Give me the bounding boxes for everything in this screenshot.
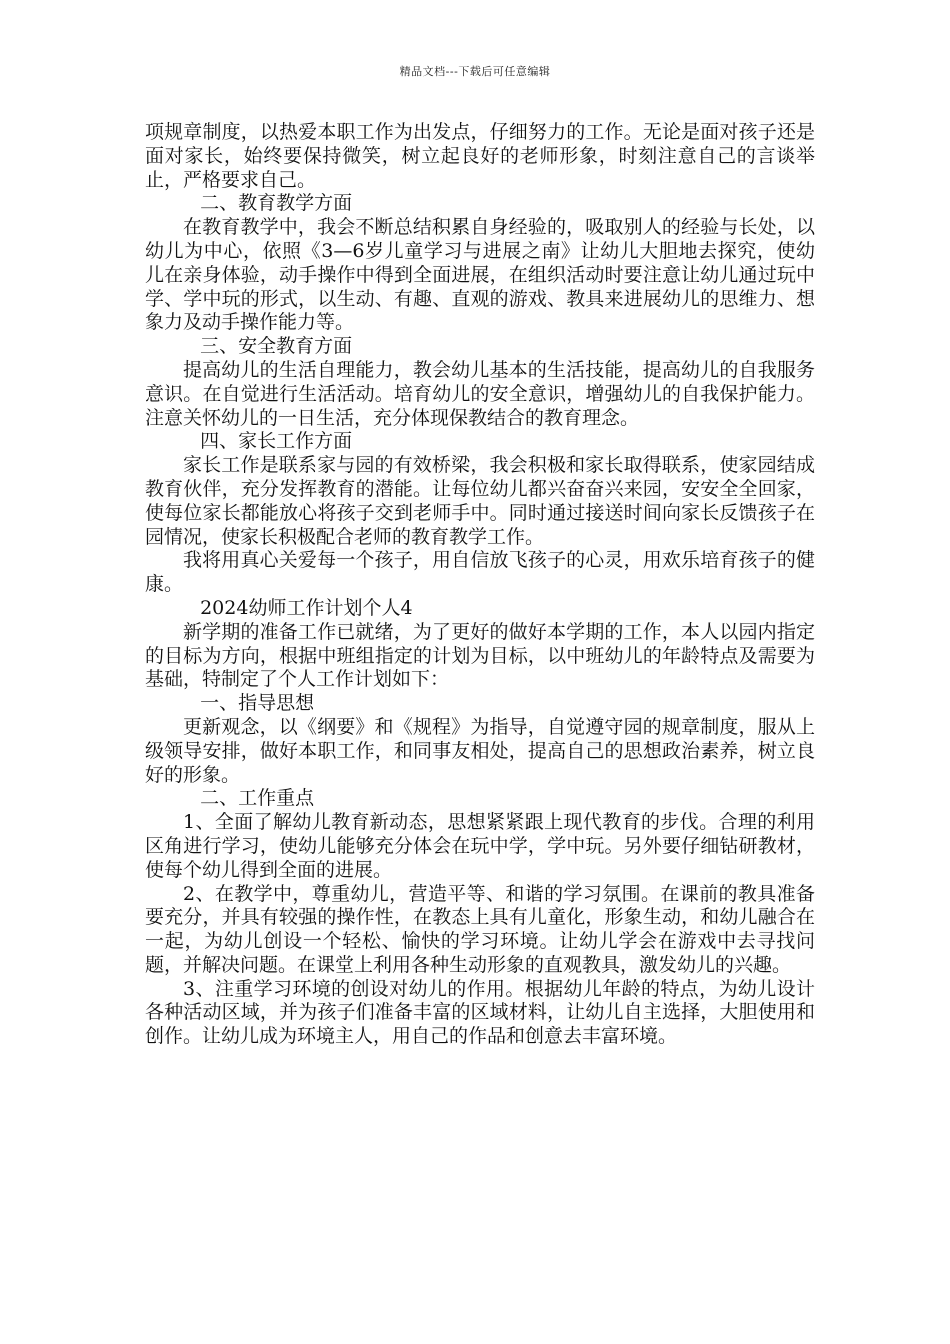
section-heading: 四、家长工作方面 <box>200 430 353 453</box>
paragraph: 3、注重学习环境的创设对幼儿的作用。根据幼儿年龄的特点，为幼儿设计各种活动区域，并为孩子们准备丰富的区域材料，让幼儿自主选择，大胆使用和创作。让幼儿成为环境主人，用自己的作品和创意去丰富环境。 <box>145 977 815 1048</box>
paragraph: 2、在教学中，尊重幼儿，营造平等、和谐的学习氛围。在课前的教具准备要充分，并具有较强的操作性，在教态上具有儿童化，形象生动，和幼儿融合在一起，为幼儿创设一个轻松、愉快的学习环境。让幼儿学会在游戏中去寻找问题，并解决问题。在课堂上利用各种生动形象的直观教具，激发幼儿的兴趣。 <box>145 882 815 976</box>
section-heading: 一、指导思想 <box>200 692 315 715</box>
paragraph: 更新观念，以《纲要》和《规程》为指导，自觉遵守园的规章制度，服从上级领导安排，做好本职工作，和同事友相处，提高自己的思想政治素养，树立良好的形象。 <box>145 715 815 786</box>
paragraph: 项规章制度，以热爱本职工作为出发点，仔细努力的工作。无论是面对孩子还是面对家长，始终要保持微笑，树立起良好的老师形象，时刻注意自己的言谈举止，严格要求自己。 <box>145 121 815 191</box>
paragraph: 我将用真心关爱每一个孩子，用自信放飞孩子的心灵，用欢乐培育孩子的健康。 <box>145 549 815 596</box>
paragraph: 1、全面了解幼儿教育新动态，思想紧紧跟上现代教育的步伐。合理的利用区角进行学习，使幼儿能够充分体会在玩中学，学中玩。另外要仔细钻研教材，使每个幼儿得到全面的进展。 <box>145 811 815 881</box>
paragraph: 新学期的准备工作已就绪，为了更好的做好本学期的工作，本人以园内指定的目标为方向，根据中班组指定的计划为目标，以中班幼儿的年龄特点及需要为基础，特制定了个人工作计划如下： <box>145 620 815 691</box>
document-title: 2024幼师工作计划个人4 <box>200 596 413 619</box>
page-header: 精品文档---下载后可任意编辑 <box>399 65 551 78</box>
paragraph: 家长工作是联系家与园的有效桥梁，我会积极和家长取得联系，使家园结成教育伙伴，充分发挥教育的潜能。让每位幼儿都兴奋奋兴来园，安安全全回家，使每位家长都能放心将孩子交到老师手中。同时通过接送时间向家长反馈孩子在园情况，使家长积极配合老师的教育教学工作。 <box>145 454 815 548</box>
paragraph: 提高幼儿的生活自理能力，教会幼儿基本的生活技能，提高幼儿的自我服务意识。在自觉进行生活活动。培育幼儿的安全意识，增强幼儿的自我保护能力。注意关怀幼儿的一日生活，充分体现保教结合的教育理念。 <box>145 358 815 429</box>
section-heading: 二、工作重点 <box>200 787 315 810</box>
section-heading: 二、教育教学方面 <box>200 192 353 215</box>
section-heading: 三、安全教育方面 <box>200 335 353 358</box>
document-body <box>145 121 815 1049</box>
paragraph: 在教育教学中，我会不断总结积累自身经验的，吸取别人的经验与长处，以幼儿为中心，依照《3—6岁儿童学习与进展之南》让幼儿大胆地去探究，使幼儿在亲身体验，动手操作中得到全面进展，在组织活动时要注意让幼儿通过玩中学、学中玩的形式，以生动、有趣、直观的游戏、教具来进展幼儿的思维力、想象力及动手操作能力等。 <box>145 216 815 334</box>
